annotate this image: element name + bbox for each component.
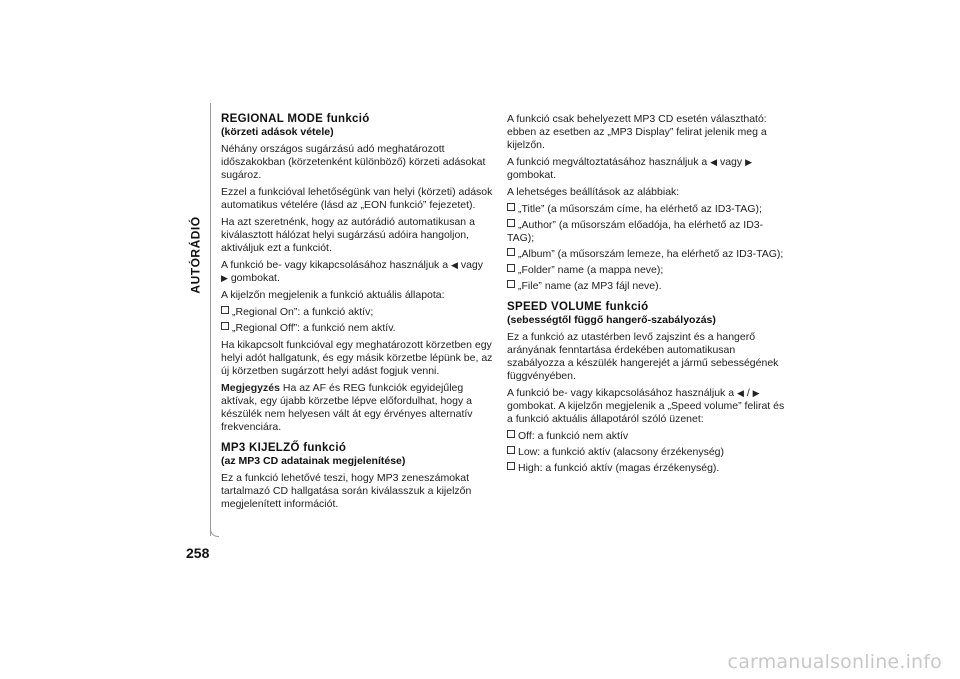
paragraph: A lehetséges beállítások az alábbiak:	[507, 186, 680, 198]
paragraph: Ez a funkció az utastérben levő zajszint és a hangerő arányának fenntartása érdekében automatikusan szabályozza a készülék hangerejét a jármű sebességének függvényében.	[507, 331, 779, 382]
list-item	[507, 203, 785, 216]
paragraph: Ha azt szeretnénk, hogy az autórádió automatikusan a kiválasztott hálózat helyi sugárzású adóira hangoljon, aktiváljuk ezt a funkciót.	[221, 216, 475, 254]
left-column	[221, 113, 499, 515]
paragraph: Néhány országos sugárzású adó meghatározott időszakokban (körzetenként különböző) körzeti adásokat sugároz.	[221, 143, 486, 181]
list-item	[507, 446, 785, 459]
left-arrow-icon: ◀	[710, 157, 718, 167]
text: A funkció be- vagy kikapcsolásához használjuk a	[507, 387, 735, 399]
text: vagy	[719, 156, 743, 168]
paragraph: Ez a funkció lehetővé teszi, hogy MP3 zeneszámokat tartalmazó CD hallgatása során kiválasszuk a kijelzőn megjelenített információt.	[221, 472, 472, 510]
right-column	[507, 113, 785, 479]
checkbox-bullet-icon	[507, 280, 515, 288]
margin-rule	[210, 103, 211, 536]
list-item	[507, 462, 785, 475]
checkbox-bullet-icon	[507, 446, 515, 454]
right-arrow-icon: ▶	[221, 273, 228, 283]
checkbox-bullet-icon	[221, 322, 229, 330]
speed-volume-section	[507, 301, 785, 475]
checkbox-bullet-icon	[507, 430, 515, 438]
regional-mode-title: REGIONAL MODE funkció	[221, 113, 370, 125]
section-label-text: AUTÓRÁDIÓ	[189, 216, 204, 294]
regional-mode-section	[221, 113, 499, 434]
paragraph	[507, 156, 785, 182]
left-arrow-icon: ◀	[450, 260, 458, 270]
list-item-text: „Album” (a műsorszám lemeze, ha elérhető az ID3-TAG);	[518, 248, 784, 260]
speed-volume-title: SPEED VOLUME funkció	[507, 301, 649, 313]
text: /	[746, 387, 750, 399]
left-arrow-icon: ◀	[736, 388, 744, 398]
paragraph	[507, 387, 785, 426]
list-item-text: „File” name (az MP3 fájl neve).	[518, 280, 662, 292]
note-text: Ha az AF és REG funkciók egyidejűleg aktívak, egy újabb körzetbe lépve előfordulhat, hogy a készülék nem helyesen vált át egy érvényes alternatív frekvenciára.	[221, 382, 473, 433]
paragraph: Ezzel a funkcióval lehetőségünk van helyi (körzeti) adások automatikus vételére (lásd az „EON funkció” fejezetet).	[221, 186, 493, 211]
speed-volume-subtitle: (sebességtől függő hangerő-szabályozás)	[507, 314, 716, 326]
text: gombokat.	[230, 272, 280, 284]
text: gombokat. A kijelzőn megjelenik a „Speed volume” felirat és a funkció aktuális állapotáról szóló üzenet:	[507, 400, 785, 425]
list-item-text: „Regional Off”: a funkció nem aktív.	[232, 322, 396, 334]
list-item-text: High: a funkció aktív (magas érzékenység).	[518, 462, 720, 474]
checkbox-bullet-icon	[507, 203, 515, 211]
status-list	[221, 306, 499, 335]
list-item	[507, 219, 785, 245]
paragraph: Ha kikapcsolt funkcióval egy meghatározott körzetben egy helyi adót hallgatunk, és egy másik körzetbe lépünk be, az új körzetben sugárzott helyi adást fogjuk venni.	[221, 339, 493, 377]
right-arrow-icon: ▶	[745, 157, 752, 167]
mp3-display-section	[221, 442, 499, 511]
checkbox-bullet-icon	[507, 264, 515, 272]
list-item-text: Off: a funkció nem aktív	[518, 430, 629, 442]
list-item	[507, 264, 785, 277]
list-item	[507, 430, 785, 443]
watermark: carmanualsonline.info	[727, 651, 942, 673]
settings-list	[507, 203, 785, 293]
margin-rule-corner	[210, 528, 219, 537]
section-label	[186, 145, 206, 365]
text: A funkció megváltoztatásához használjuk a	[507, 156, 708, 168]
mp3-display-title: MP3 KIJELZŐ funkció	[221, 442, 347, 454]
text: vagy	[460, 259, 484, 271]
list-item-text: „Folder” name (a mappa neve);	[518, 264, 664, 276]
text: gombokat.	[507, 169, 557, 181]
list-item-text: „Regional On”: a funkció aktív;	[232, 306, 374, 318]
paragraph	[221, 259, 499, 285]
mp3-display-subtitle: (az MP3 CD adatainak megjelenítése)	[221, 455, 406, 467]
regional-mode-subtitle: (körzeti adások vétele)	[221, 126, 334, 138]
paragraph: A funkció csak behelyezett MP3 CD esetén választható: ebben az esetben az „MP3 Display” felirat jelenik meg a kijelzőn.	[507, 113, 767, 151]
page-number: 258	[186, 545, 210, 561]
checkbox-bullet-icon	[221, 306, 229, 314]
list-item	[221, 322, 499, 335]
list-item-text: Low: a funkció aktív (alacsony érzékenység)	[518, 446, 725, 458]
list-item	[221, 306, 499, 319]
list-item-text: „Title” (a műsorszám címe, ha elérhető az ID3-TAG);	[518, 203, 762, 215]
checkbox-bullet-icon	[507, 219, 515, 227]
note	[221, 382, 499, 434]
speed-status-list	[507, 430, 785, 475]
list-item	[507, 280, 785, 293]
text: A funkció be- vagy kikapcsolásához használjuk a	[221, 259, 449, 271]
paragraph: A kijelzőn megjelenik a funkció aktuális állapota:	[221, 289, 445, 301]
list-item	[507, 248, 785, 261]
note-label: Megjegyzés	[221, 382, 280, 394]
checkbox-bullet-icon	[507, 462, 515, 470]
list-item-text: „Author” (a műsorszám előadója, ha elérhető az ID3-TAG);	[507, 219, 764, 244]
checkbox-bullet-icon	[507, 248, 515, 256]
right-arrow-icon: ▶	[752, 388, 760, 398]
